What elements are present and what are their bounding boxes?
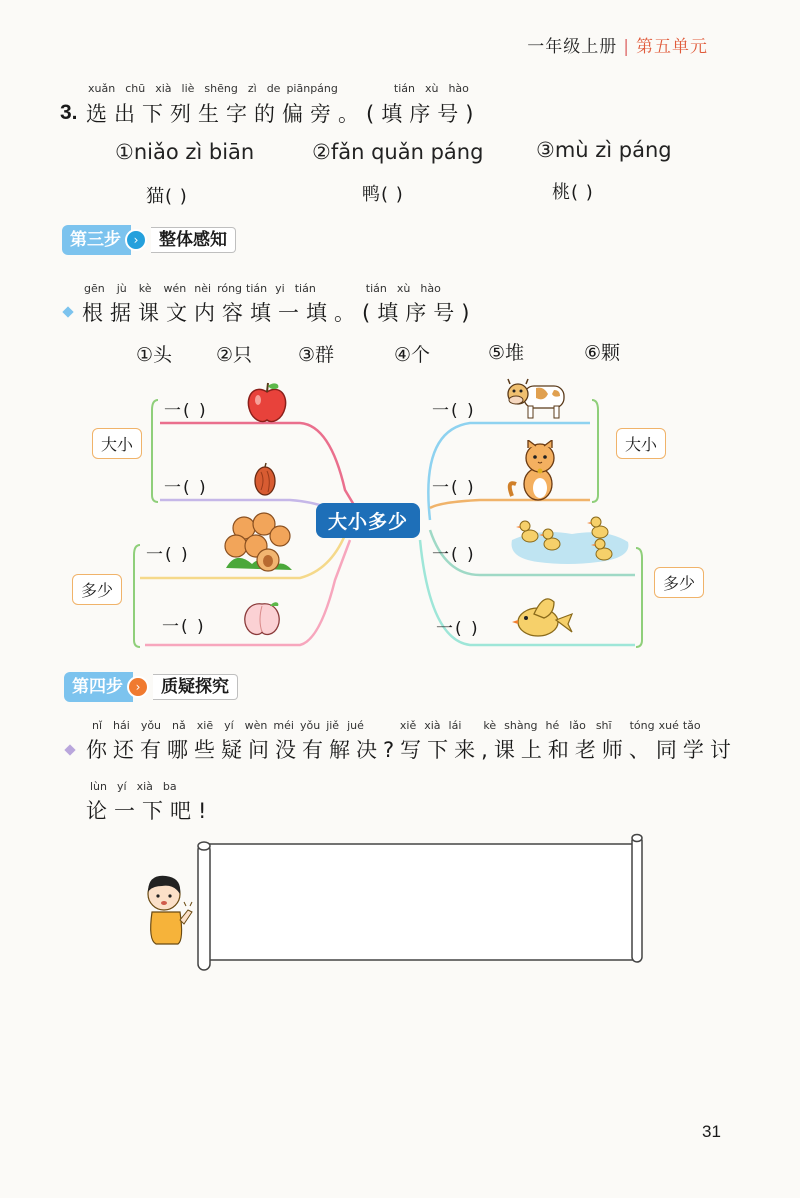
answer-scroll-area[interactable] <box>196 832 646 972</box>
step4-pinyin-line2: lùn yí xià ba <box>90 780 177 793</box>
header-unit: 第五单元 <box>636 37 708 57</box>
choice-5: ⑤堆 <box>488 342 525 364</box>
q3-text: 选出下列生字的偏旁。(填序号) <box>86 102 481 126</box>
step3-instruction: 根据课文内容填一填。(填序号) <box>82 301 477 325</box>
blank-apricots[interactable]: 一( ) <box>146 545 190 565</box>
step4-line1: 你还有哪些疑问没有解决?写下来,课上和老师、同学讨 <box>86 738 737 762</box>
choice-3: ③群 <box>298 344 335 366</box>
cat-icon <box>506 440 562 502</box>
peach-icon <box>240 596 284 638</box>
ducks-icon <box>508 514 632 566</box>
blank-apple[interactable]: 一( ) <box>164 401 208 421</box>
q3-blank-mao[interactable]: 猫( ) <box>146 186 188 207</box>
q3-number: 3. <box>60 101 78 124</box>
date-icon <box>252 462 278 498</box>
blank-ducks[interactable]: 一( ) <box>432 545 476 565</box>
cow-icon <box>504 376 570 422</box>
blank-date[interactable]: 一( ) <box>164 478 208 498</box>
step3-pinyin: gēn jù kè wén nèi róng tián yi tián tián xù hào <box>84 282 441 295</box>
step3-title: 整体感知 <box>151 227 236 253</box>
q3-blank-tao[interactable]: 桃( ) <box>552 182 594 203</box>
chevron-right-icon: › <box>127 676 149 698</box>
step3-tag: 第三步 <box>62 225 131 255</box>
blank-cow[interactable]: 一( ) <box>432 401 476 421</box>
step4-pinyin-line1: nǐ hái yǒu nǎ xiē yí wèn méi yǒu jiě jué xiě xià lái kè shàng hé lǎo shī tóng xué tǎo <box>92 719 701 732</box>
apple-icon <box>244 380 290 426</box>
q3-pinyin: xuǎn chū xià liè shēng zì de piānpáng tián xù hào <box>88 82 469 95</box>
header-grade: 一年级上册 <box>527 37 618 57</box>
step4-title: 质疑探究 <box>153 674 238 700</box>
blank-cat[interactable]: 一( ) <box>432 478 476 498</box>
mindmap-left-label-size: 大小 <box>92 428 142 459</box>
mindmap-left-label-quantity: 多少 <box>72 574 122 605</box>
choice-4: ④个 <box>394 344 431 366</box>
choice-1: ①头 <box>136 344 173 366</box>
q3-option-1: ①niǎo zì biān <box>115 140 255 164</box>
mindmap-right-label-size: 大小 <box>616 428 666 459</box>
step4-banner <box>64 672 238 702</box>
q3-option-2: ②fǎn quǎn páng <box>312 140 484 164</box>
mindmap-right-label-quantity: 多少 <box>654 567 704 598</box>
step4-line2: 论一下吧! <box>86 799 214 823</box>
page-number: 31 <box>702 1122 721 1141</box>
q3-option-3: ③mù zì páng <box>536 138 672 162</box>
choice-6: ⑥颗 <box>584 342 621 364</box>
header-separator: | <box>623 37 630 57</box>
q3-blank-ya[interactable]: 鸭( ) <box>362 184 404 205</box>
bird-icon <box>510 592 576 644</box>
step4-tag: 第四步 <box>64 672 133 702</box>
mindmap-center-node: 大小多少 <box>316 503 420 538</box>
boy-icon <box>138 870 194 946</box>
apricots-icon <box>222 506 296 576</box>
chevron-right-icon: › <box>125 229 147 251</box>
blank-peach[interactable]: 一( ) <box>162 617 206 637</box>
choice-2: ②只 <box>216 344 253 366</box>
blank-bird[interactable]: 一( ) <box>436 619 480 639</box>
